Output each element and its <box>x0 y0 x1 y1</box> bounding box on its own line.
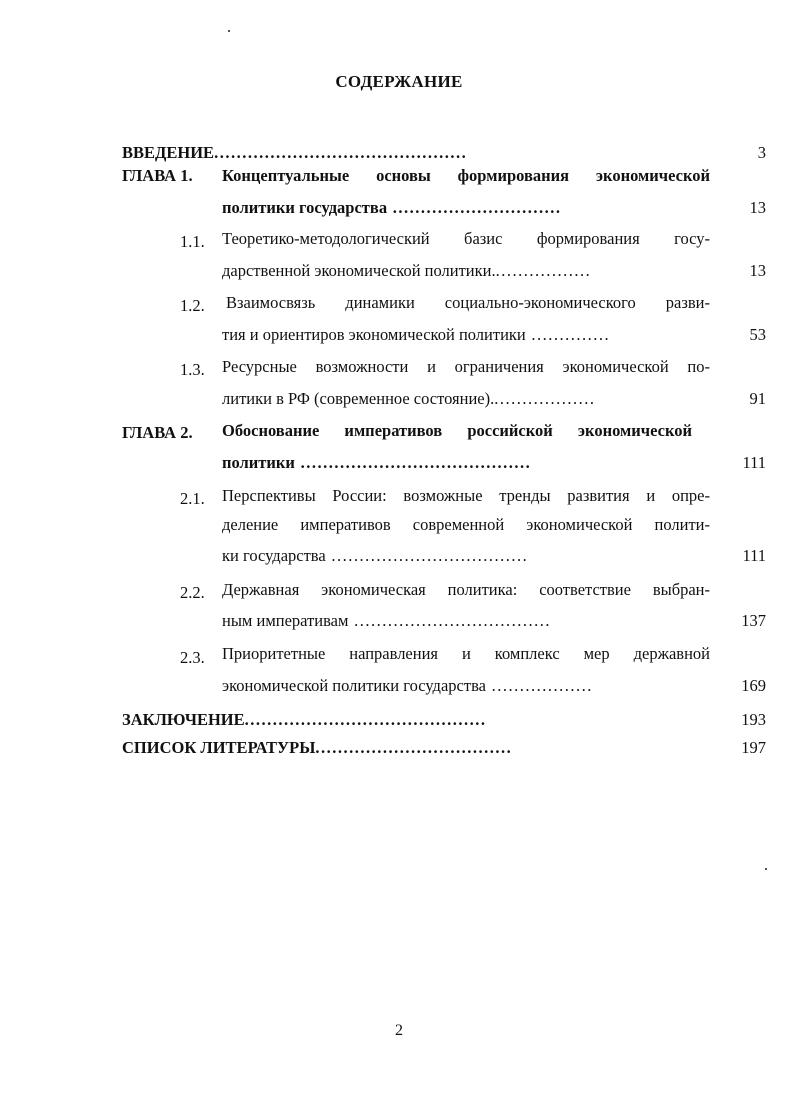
toc-s23-title-cont[interactable] <box>222 676 593 696</box>
toc-conclusion[interactable] <box>122 710 487 730</box>
toc-s12-title-line2: тия и ориентиров экономической политики <box>222 325 526 344</box>
toc-conclusion-page: 193 <box>741 710 766 729</box>
leader-dots: ................. <box>495 261 592 280</box>
toc-ch1-label: ГЛАВА 1. <box>122 166 193 185</box>
scan-speck <box>765 868 767 870</box>
toc-s21-title-line2[interactable]: деление императивов современной экономической полити- <box>222 515 710 534</box>
leader-dots: ................................... <box>325 546 529 565</box>
toc-s11-page: 13 <box>749 261 766 280</box>
toc-s23-title[interactable]: Приоритетные направления и комплекс мер державной <box>222 644 710 663</box>
toc-references[interactable] <box>122 738 512 758</box>
toc-s12-title[interactable]: Взаимосвязь динамики социально-экономического разви- <box>226 293 710 312</box>
toc-references-page: 197 <box>741 738 766 757</box>
toc-s22-title-line2: ным императивам <box>222 611 349 630</box>
toc-ch2-title-cont[interactable] <box>222 453 531 473</box>
toc-ch1-title-line2: политики государства <box>222 198 388 217</box>
toc-s21-number: 2.1. <box>180 489 205 508</box>
toc-s13-title-cont[interactable] <box>222 389 595 409</box>
toc-ch1-page: 13 <box>749 198 766 217</box>
toc-s11-title-cont[interactable] <box>222 261 591 281</box>
toc-conclusion-label: ЗАКЛЮЧЕНИЕ <box>122 710 245 729</box>
toc-s13-title[interactable]: Ресурсные возможности и ограничения экономической по- <box>222 357 710 376</box>
leader-dots: .................. <box>494 389 596 408</box>
toc-ch2-label: ГЛАВА 2. <box>122 423 193 442</box>
toc-s12-number: 1.2. <box>180 296 205 315</box>
leader-dots: ............................................. <box>214 143 468 162</box>
toc-ch2-title-line2: политики <box>222 453 295 472</box>
leader-dots: ......................................... <box>294 453 532 472</box>
toc-s22-title-cont[interactable] <box>222 611 551 631</box>
page-title: СОДЕРЖАНИЕ <box>335 72 463 91</box>
page-number: 2 <box>395 1022 403 1039</box>
toc-s23-page: 169 <box>741 676 766 695</box>
toc-intro[interactable] <box>122 143 467 163</box>
toc-intro-label: ВВЕДЕНИЕ <box>122 143 215 162</box>
leader-dots: .................. <box>485 676 593 695</box>
toc-s22-title[interactable]: Державная экономическая политика: соответствие выбран- <box>222 580 710 599</box>
toc-s11-title-line2: дарственной экономической политики. <box>222 261 496 280</box>
toc-s21-title-line3: ки государства <box>222 546 326 565</box>
toc-ch1-title[interactable]: Концептуальные основы формирования экономической <box>222 166 710 185</box>
toc-s12-title-cont[interactable] <box>222 325 610 345</box>
leader-dots: ................................... <box>348 611 551 630</box>
toc-s22-number: 2.2. <box>180 583 205 602</box>
toc-s21-title[interactable]: Перспективы России: возможные тренды развития и опре- <box>222 486 710 505</box>
toc-intro-page: 3 <box>757 143 766 162</box>
scan-speck <box>228 30 230 32</box>
leader-dots: .............. <box>525 325 611 344</box>
toc-s13-number: 1.3. <box>180 360 205 379</box>
toc-s21-page: 111 <box>742 546 766 565</box>
toc-references-label: СПИСОК ЛИТЕРАТУРЫ <box>122 738 316 757</box>
toc-s12-page: 53 <box>749 325 766 344</box>
leader-dots: .............................. <box>387 198 562 217</box>
toc-ch2-page: 111 <box>742 453 766 472</box>
toc-s13-title-line2: литики в РФ (современное состояние). <box>222 389 495 408</box>
leader-dots: ................................... <box>315 738 513 757</box>
leader-dots: ........................................... <box>244 710 487 729</box>
toc-ch2-title[interactable]: Обоснование императивов российской экономической <box>222 421 692 440</box>
toc-s11-number: 1.1. <box>180 232 205 251</box>
toc-s23-number: 2.3. <box>180 648 205 667</box>
toc-ch1-title-cont[interactable] <box>222 198 561 218</box>
toc-s22-page: 137 <box>741 611 766 630</box>
toc-s13-page: 91 <box>749 389 766 408</box>
toc-s21-title-cont[interactable] <box>222 546 528 566</box>
toc-s11-title[interactable]: Теоретико-методологический базис формирования госу- <box>222 229 710 248</box>
toc-s23-title-line2: экономической политики государства <box>222 676 486 695</box>
